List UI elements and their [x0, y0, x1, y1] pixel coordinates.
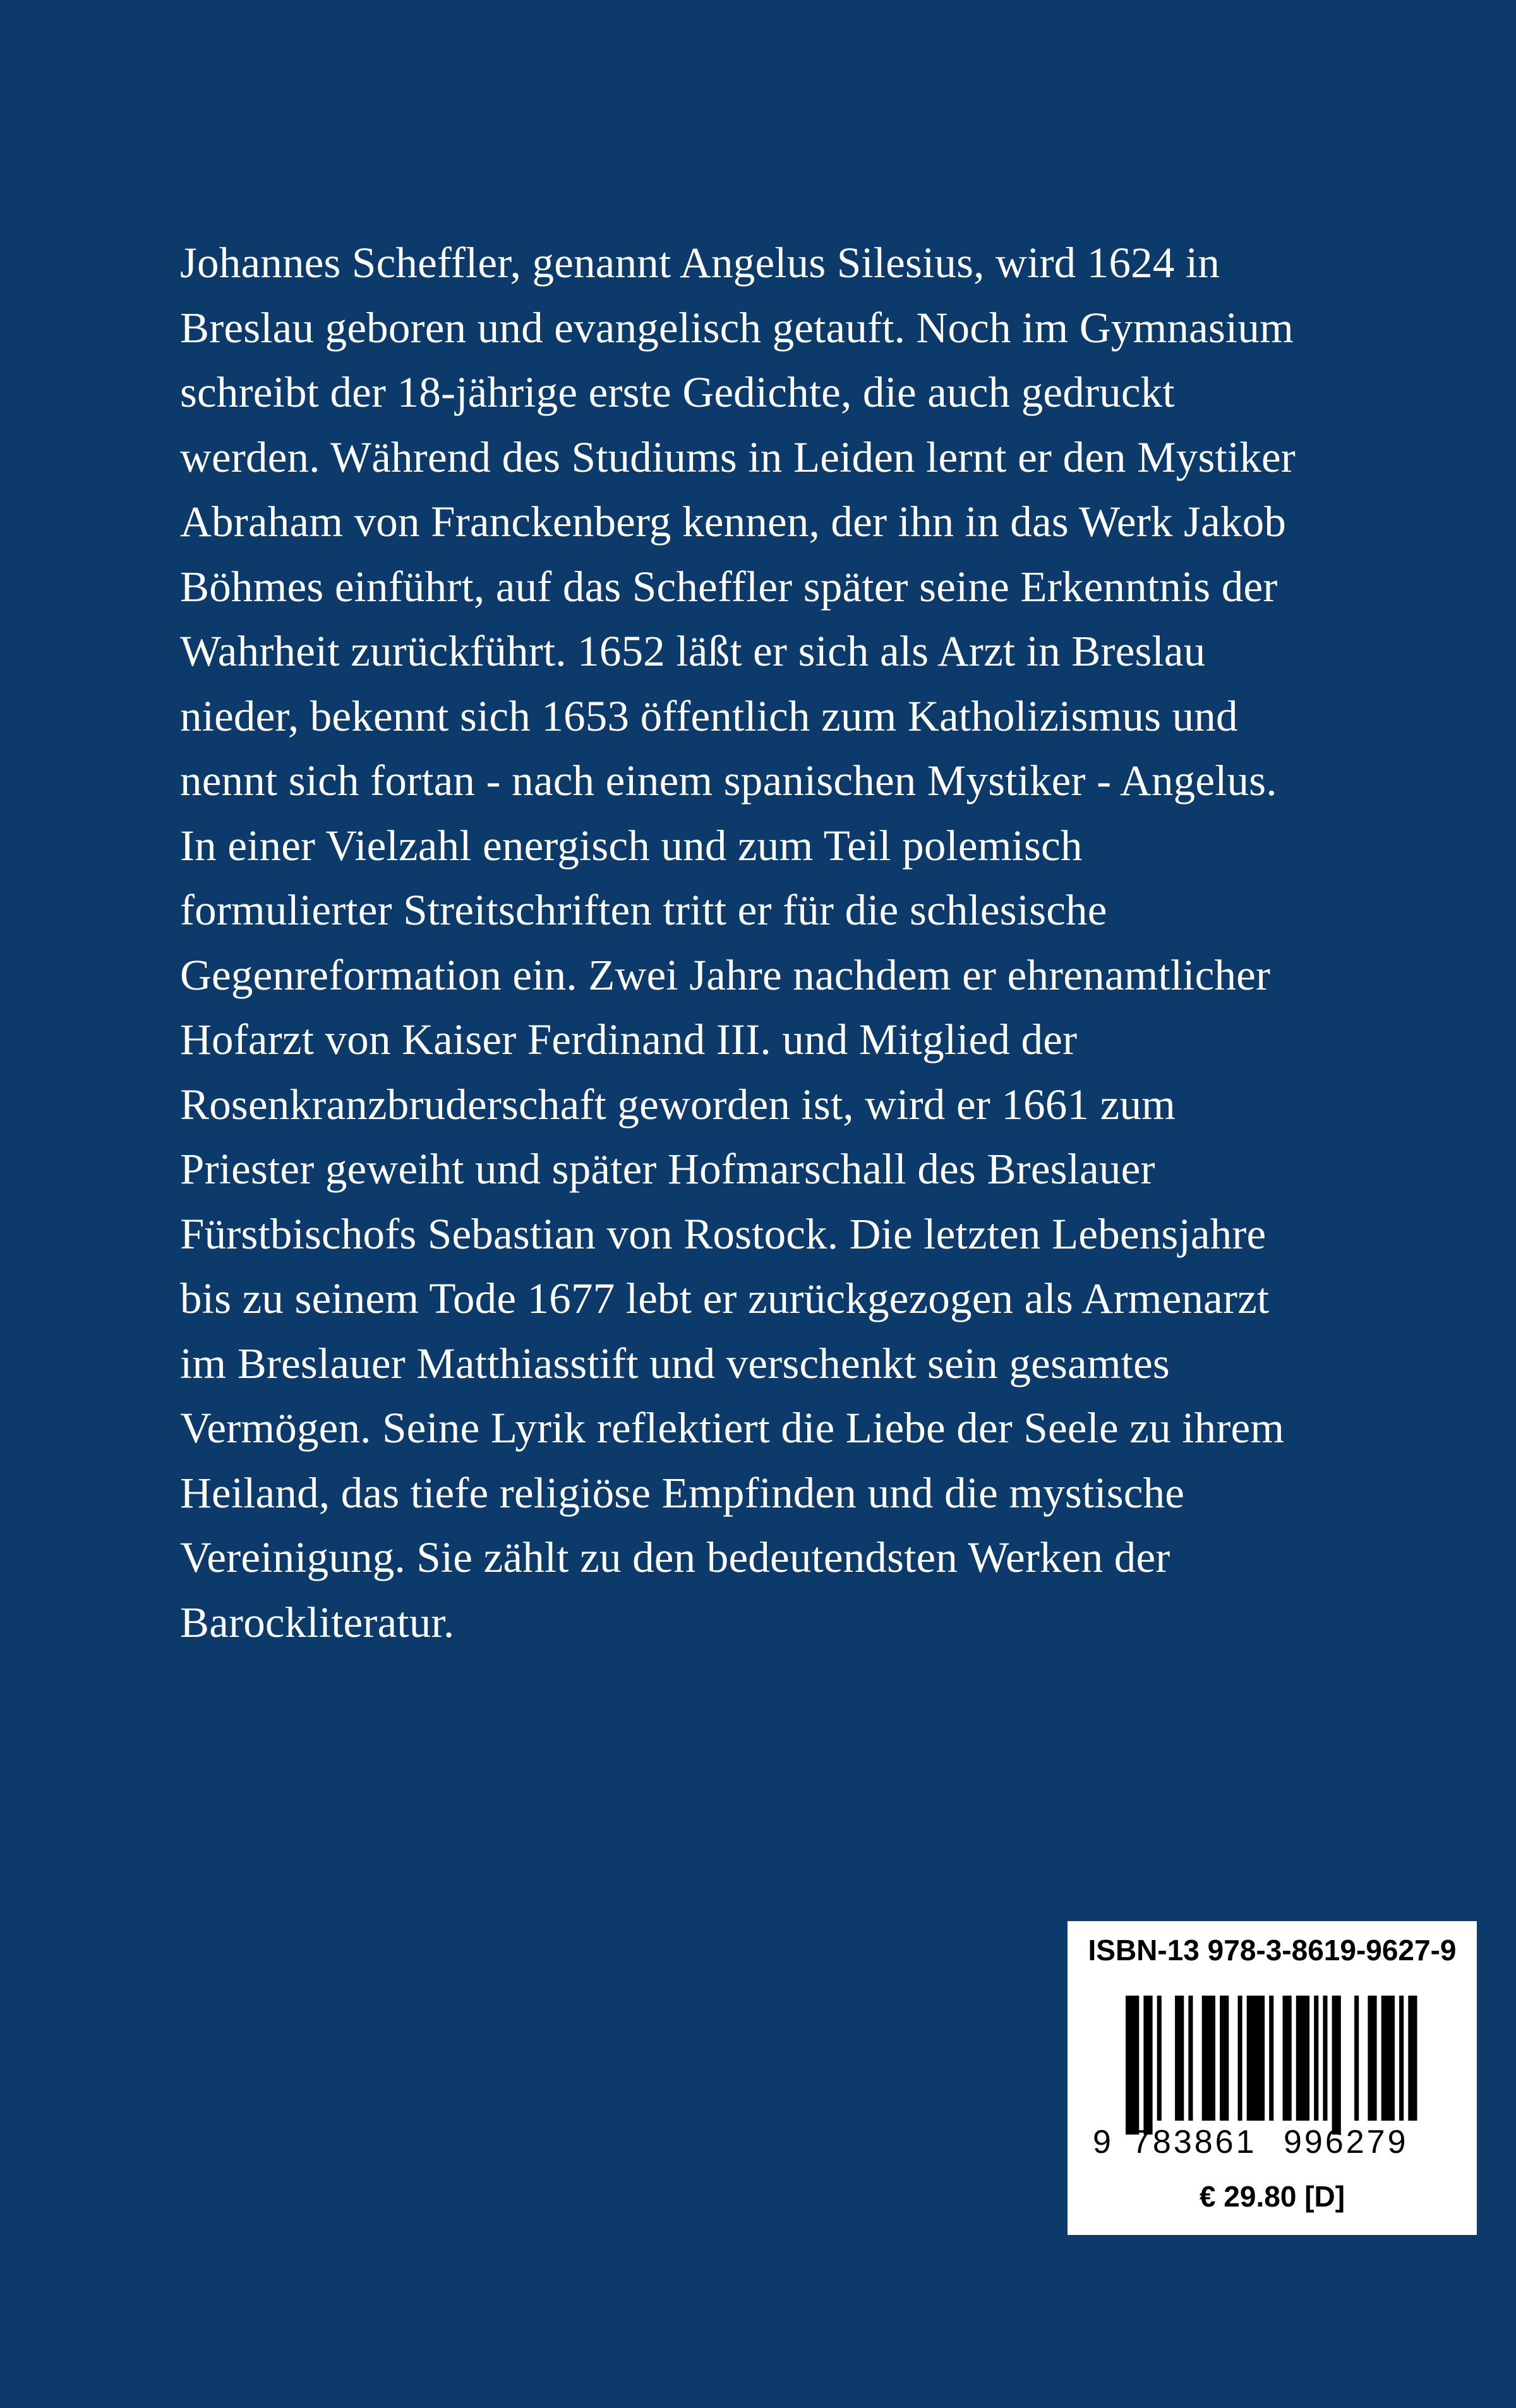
blurb-line: In einer Vielzahl energisch und zum Teil polemisch [180, 821, 1083, 870]
blurb-line: Breslau geboren und evangelisch getauft. Noch im Gymnasium [180, 303, 1294, 352]
barcode-bar [1175, 1996, 1184, 2121]
blurb-line: Johannes Scheffler, genannt Angelus Silesius, wird 1624 in [180, 239, 1220, 287]
barcode-bar [1126, 1996, 1139, 2135]
barcode-bar [1332, 1996, 1341, 2135]
barcode-right-digits: 996279 [1284, 2124, 1409, 2160]
barcode-bar [1202, 1996, 1215, 2121]
blurb-line: nieder, bekennt sich 1653 öffentlich zum Katholizismus und [180, 692, 1238, 740]
barcode-bar [1188, 1996, 1193, 2121]
blurb-line: Priester geweiht und später Hofmarschall des Breslauer [180, 1145, 1155, 1193]
barcode-bar [1314, 1996, 1318, 2121]
barcode-bar [1238, 1996, 1242, 2121]
blurb-text [180, 231, 1418, 1655]
barcode-bar [1399, 1996, 1404, 2121]
blurb-line: Heiland, das tiefe religiöse Empfinden und die mystische [180, 1468, 1185, 1517]
barcode-bar [1283, 1996, 1292, 2121]
blurb-line: werden. Während des Studiums in Leiden lernt er den Mystiker [180, 433, 1296, 481]
blurb-line: Vereinigung. Sie zählt zu den bedeutendsten Werken der [180, 1533, 1170, 1581]
blurb-line: Wahrheit zurückführt. 1652 läßt er sich als Arzt in Breslau [180, 627, 1206, 675]
blurb-line: Hofarzt von Kaiser Ferdinand III. und Mitglied der [180, 1015, 1078, 1063]
barcode-bar [1296, 1996, 1309, 2121]
blurb-line: formulierter Streitschriften tritt er für die schlesische [180, 886, 1107, 934]
barcode-bar [1323, 1996, 1327, 2121]
barcode-bar [1354, 1996, 1359, 2121]
barcode-bar [1368, 1996, 1376, 2121]
blurb-line: bis zu seinem Tode 1677 lebt er zurückgezogen als Armenarzt [180, 1274, 1270, 1322]
barcode-bar [1247, 1996, 1265, 2121]
barcode-left-digits: 783861 [1132, 2124, 1257, 2160]
blurb-line: Vermögen. Seine Lyrik reflektiert die Liebe der Seele zu ihrem [180, 1404, 1285, 1452]
barcode-bars [1122, 1996, 1424, 2135]
isbn-label: ISBN-13 978-3-8619-9627-9 [1088, 1934, 1457, 1967]
barcode-bar [1143, 1996, 1152, 2135]
barcode-bar [1408, 1996, 1417, 2121]
blurb-line: nennt sich fortan - nach einem spanischen Mystiker - Angelus. [180, 757, 1277, 805]
barcode-bar [1220, 1996, 1229, 2121]
blurb-line: Rosenkranzbruderschaft geworden ist, wird er 1661 zum [180, 1080, 1176, 1129]
isbn-barcode-box [1068, 1921, 1477, 2235]
blurb-line: Gegenreformation ein. Zwei Jahre nachdem er ehrenamtlicher [180, 950, 1271, 999]
barcode-bar [1157, 1996, 1162, 2121]
barcode-bar [1381, 1996, 1395, 2121]
blurb-line: Abraham von Franckenberg kennen, der ihn in das Werk Jakob [180, 498, 1287, 546]
blurb-line: im Breslauer Matthiasstift und verschenkt sein gesamtes [180, 1339, 1170, 1387]
blurb-line: schreibt der 18-jährige erste Gedichte, die auch gedruckt [180, 368, 1175, 416]
barcode-bar [1269, 1996, 1273, 2121]
blurb-line: Böhmes einführt, auf das Scheffler später seine Erkenntnis der [180, 562, 1278, 611]
price-label: € 29.80 [D] [1199, 2180, 1345, 2213]
barcode-first-digit: 9 [1093, 2124, 1111, 2160]
blurb-line: Barockliteratur. [180, 1598, 455, 1646]
blurb-line: Fürstbischofs Sebastian von Rostock. Die letzten Lebensjahre [180, 1209, 1266, 1258]
